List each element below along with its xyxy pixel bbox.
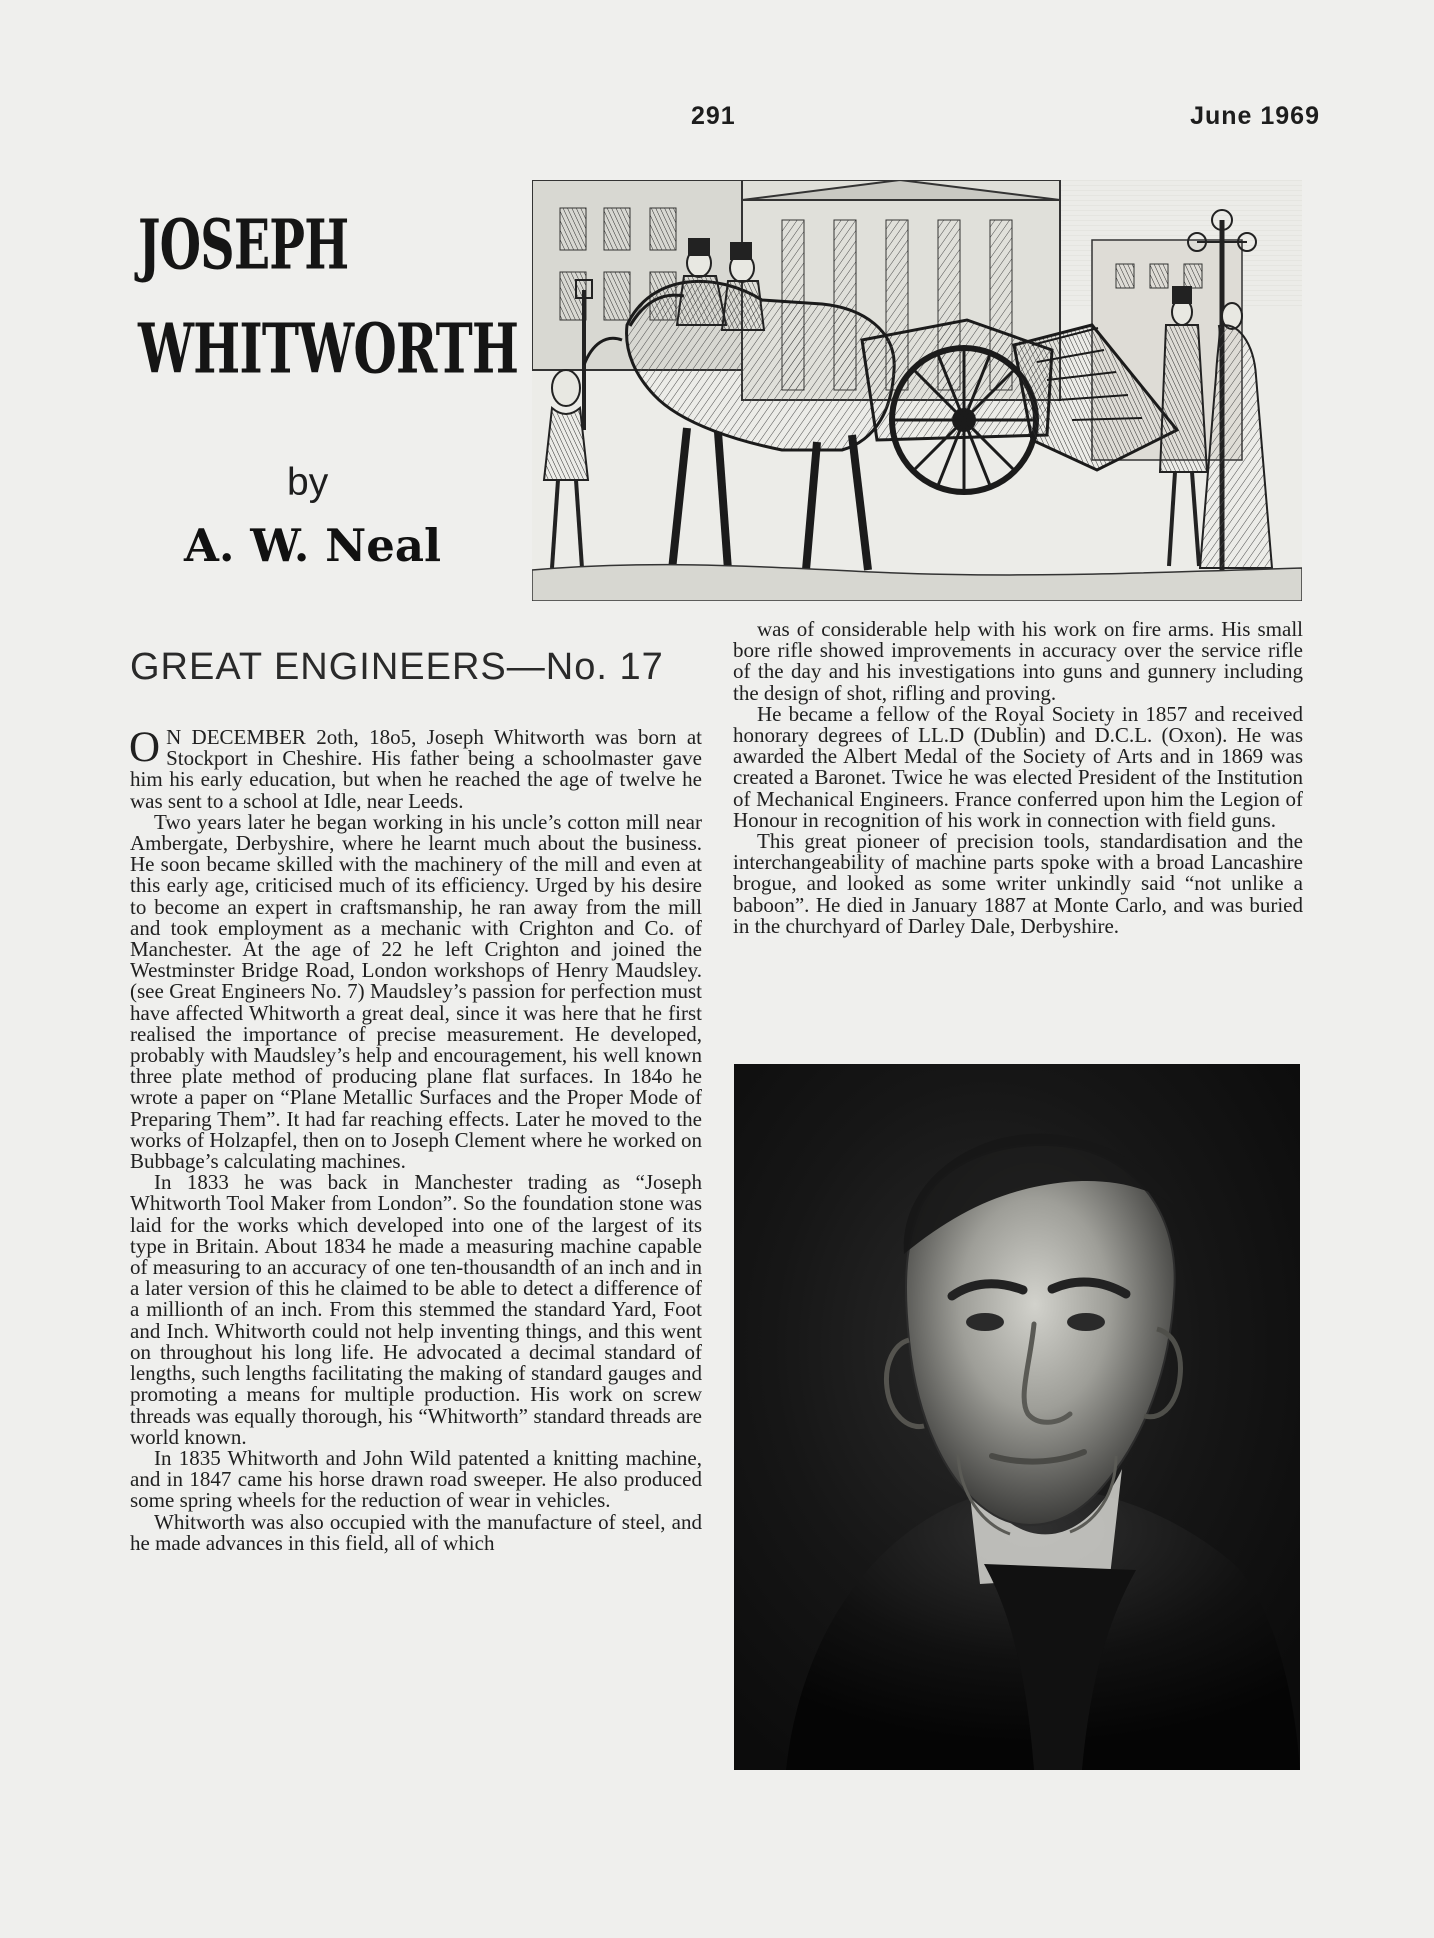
article-paragraph: Whitworth was also occupied with the manufacture of steel, and he made advances in this field, all of which — [130, 1509, 702, 1555]
article-paragraph: Two years later he began working in his uncle’s cotton mill near Ambergate, Derbyshire, where he learnt much about the business. He soon became skilled with the machinery of the mill and even at this early age, criticised much of its efficiency. Urged by his desire to become an expert in craftsmanship, he ran away from the mill and took employment as a mechanic with Crighton and Co. of Manchester. At the age of 22 he left Crighton and joined the Westminster Bridge Road, London workshops of Henry Maudsley. (see Great Engineers No. 7) Maudsley’s passion for perfection must have affected Whitworth a great deal, since it was here that he first realised the importance of precise measurement. He developed, probably with Maudsley’s help and encouragement, his well known three plate method of producing plane flat surfaces. In 184o he wrote a paper on “Plane Metallic Surfaces and the Proper Mode of Preparing Them”. It had far reaching effects. Later he moved to the works of Holzapfel, then on to Joseph Clement where he worked on Bubbage’s calculating machines. — [130, 809, 702, 1174]
article-paragraph — [129, 724, 702, 813]
byline-by: by — [287, 461, 329, 504]
drop-cap-letter: O — [129, 724, 161, 771]
article-paragraph: This great pioneer of precision tools, standardisation and the interchangeability of machine parts spoke with a broad Lancashire brogue, and looked as some writer unkindly said “not unlike a baboon”. He died in January 1887 at Monte Carlo, and was buried in the churchyard of Darley Dale, Derbyshire. — [733, 829, 1303, 938]
joseph-whitworth-portrait — [734, 1064, 1300, 1770]
series-title: GREAT ENGINEERS—No. 17 — [130, 646, 664, 688]
article-title-line-1: JOSEPH — [138, 205, 349, 286]
article-paragraph: He became a fellow of the Royal Society in 1857 and received honorary degrees of LL.D (Dublin) and D.C.L. (Oxon). He was awarded the Albert Medal of the Society of Arts and in 1869 was created a Baronet. Twice he was elected President of the Institution of Mechanical Engineers. France conferred upon him the Legion of Honour in recognition of his work in connection with field guns. — [733, 701, 1303, 832]
road-sweeper-engraving — [532, 180, 1302, 601]
first-paragraph-text: N DECEMBER 2oth, 18o5, Joseph Whitworth was born at Stockport in Cheshire. His father being a schoolmaster gave him his early education, but when he reached the age of twelve he was sent to a school at Idle, near Leeds. — [130, 725, 702, 813]
engraving-drawing — [532, 180, 1302, 601]
issue-date: June 1969 — [1190, 102, 1320, 130]
left-article-column — [129, 724, 702, 1769]
author-name: A. W. Neal — [184, 519, 442, 572]
right-article-column — [733, 619, 1303, 1044]
article-paragraph: was of considerable help with his work on fire arms. His small bore rifle showed improvements in accuracy over the service rifle of the day and his investigations into guns and gunnery including the design of shot, rifling and proving. — [733, 617, 1303, 705]
article-title-line-2: WHITWORTH — [138, 309, 519, 390]
article-paragraph: In 1835 Whitworth and John Wild patented a knitting machine, and in 1847 came his horse drawn road sweeper. He also produced some spring wheels for the reduction of wear in vehicles. — [130, 1445, 702, 1513]
page-number: 291 — [691, 102, 736, 130]
portrait-painting — [734, 1064, 1300, 1770]
article-paragraph: In 1833 he was back in Manchester trading as “Joseph Whitworth Tool Maker from London”. So the foundation stone was laid for the works which developed into one of the largest of its type in Britain. About 1834 he made a measuring machine capable of measuring to an accuracy of one ten-thousandth of an inch and in a later version of this he claimed to be able to detect a difference of a millionth of an inch. From this stemmed the standard Yard, Foot and Inch. Whitworth could not help inventing things, and this went on throughout his long life. He advocated a decimal standard of lengths, such lengths facilitating the making of standard gauges and promoting a means for multiple production. His work on screw threads was equally thorough, his “Whitworth” standard threads are world known. — [130, 1170, 702, 1449]
